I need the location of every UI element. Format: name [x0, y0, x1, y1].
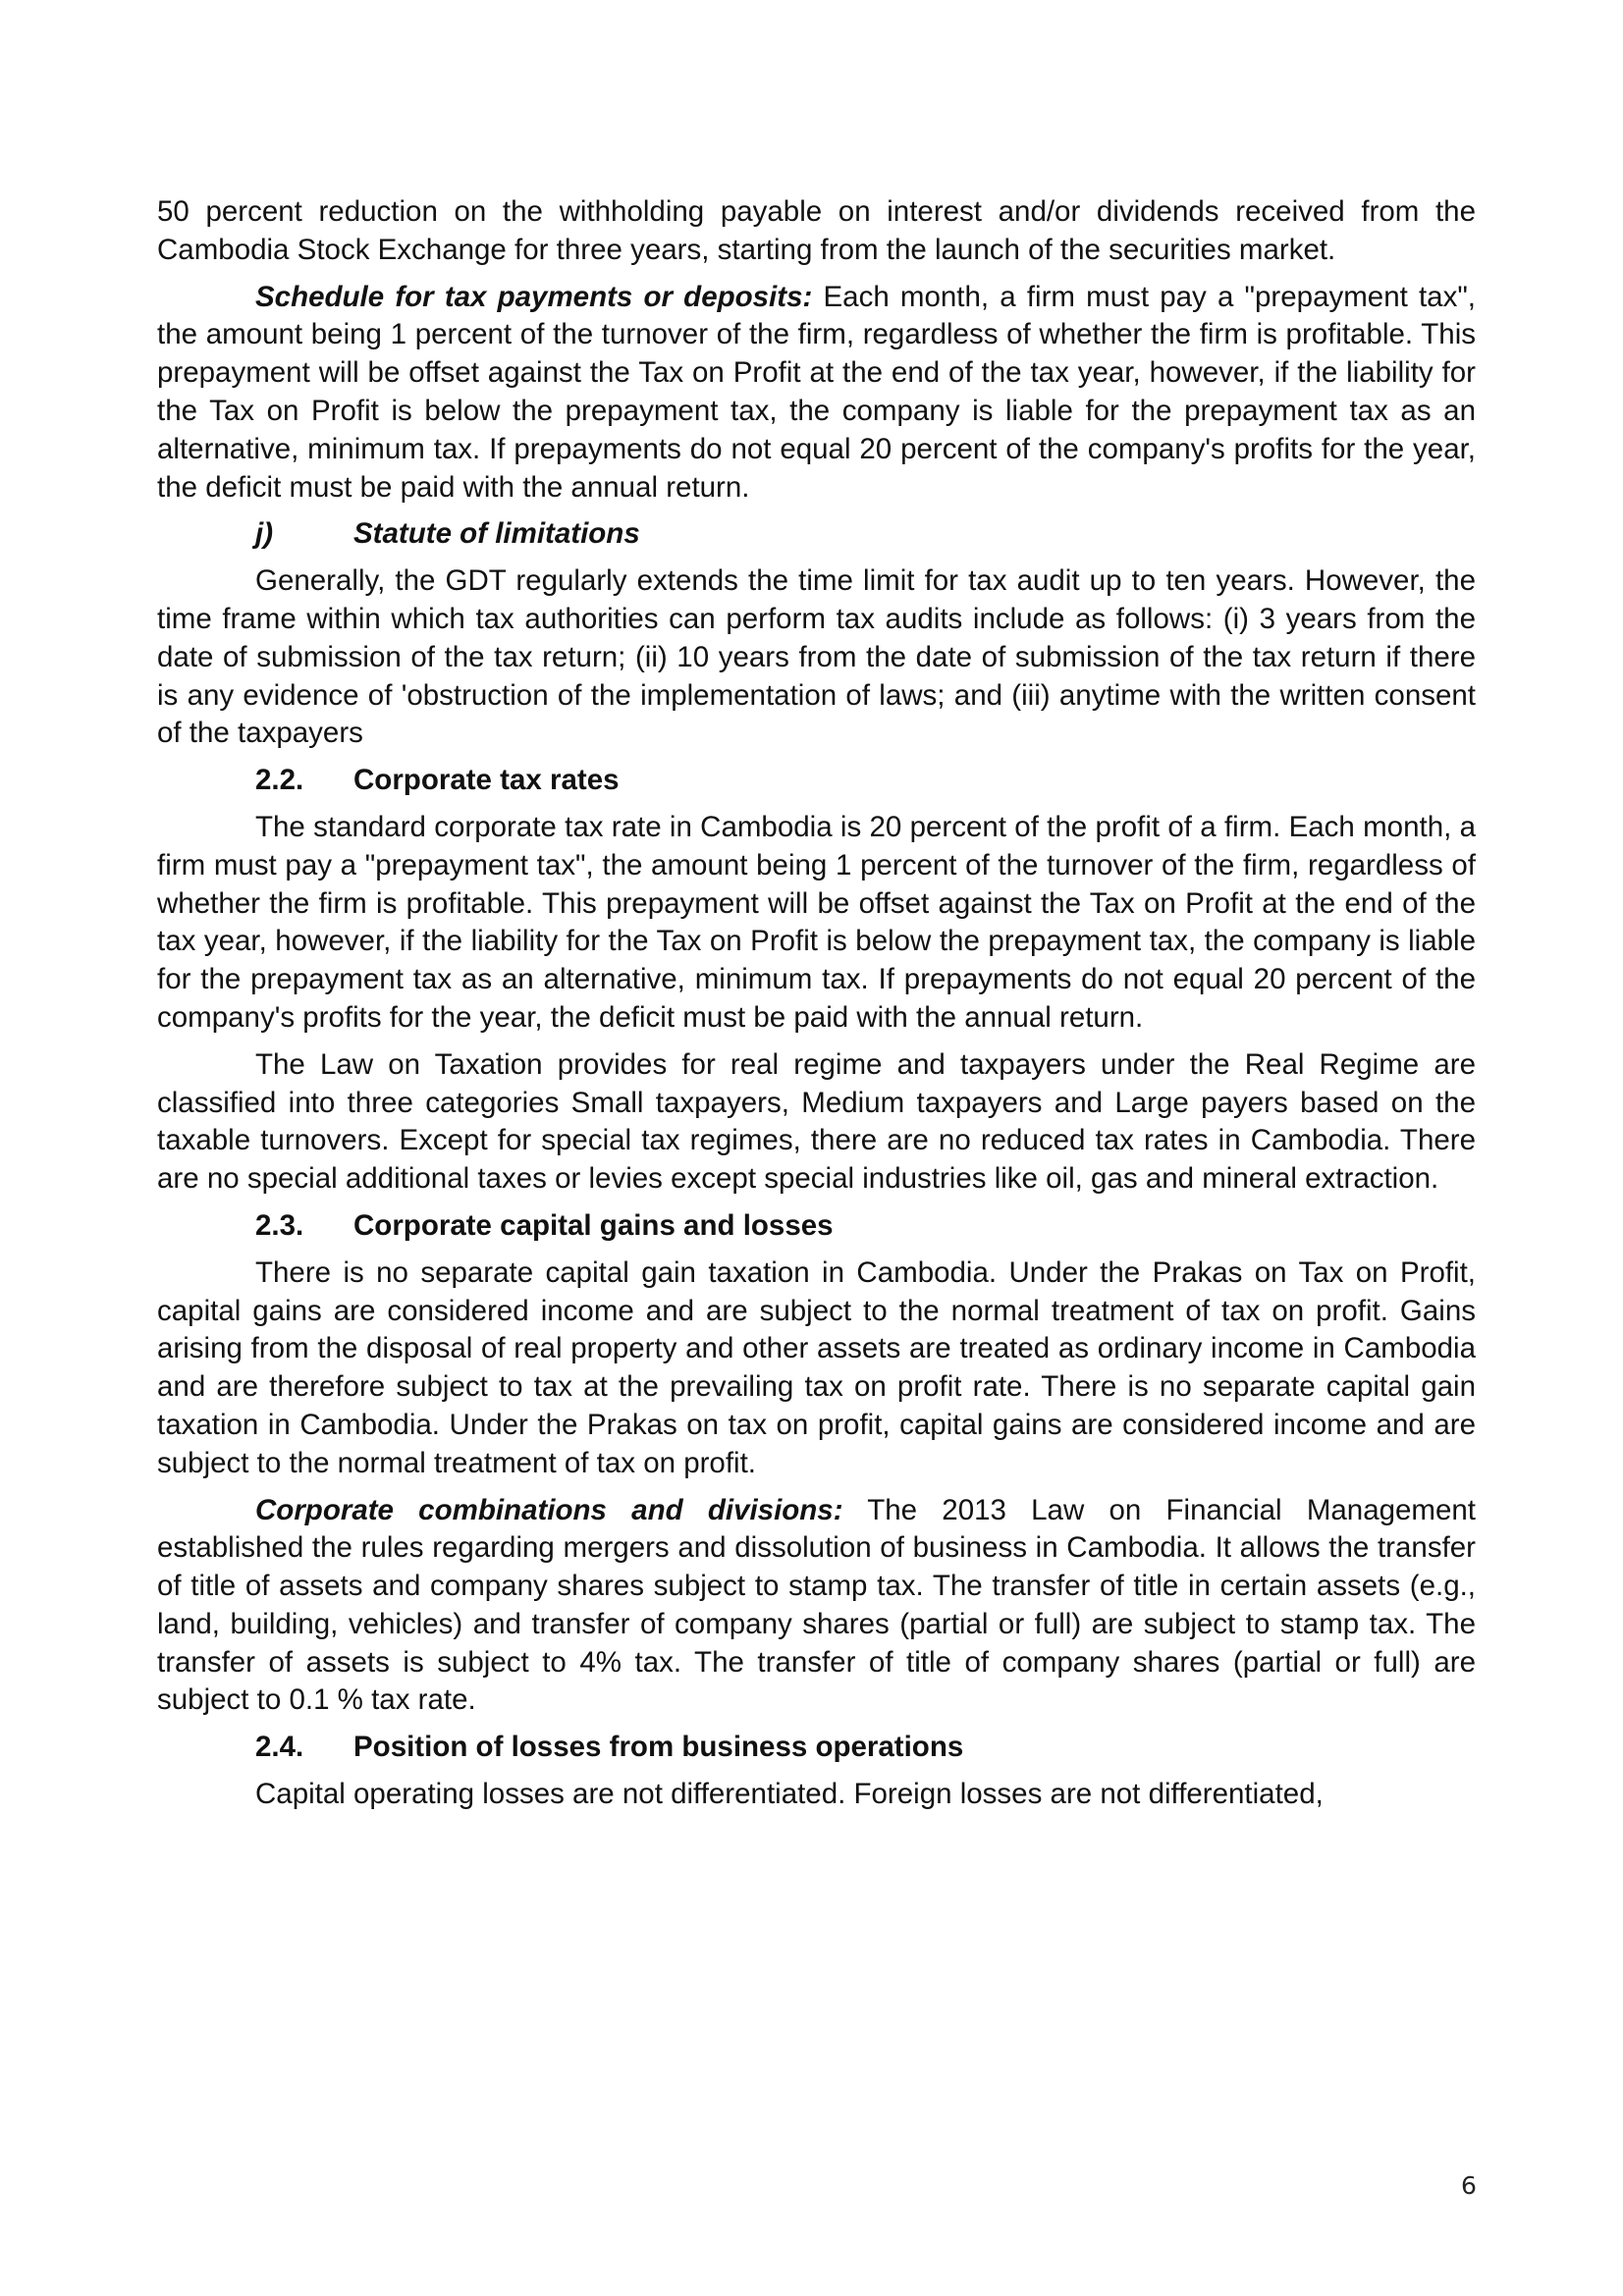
heading-number: 2.2. — [255, 764, 304, 797]
paragraph-capital-gains: There is no separate capital gain taxation in Cambodia. Under the Prakas on Tax on Profit, capital gains are considered income and are subject to the normal treatment of tax on profit. Gains arising from the disposal of real property and other assets are treated as ordinary income in Cambodia and are therefore subject to tax at the prevailing tax on profit rate. There is no separate capital gain taxation in Cambodia. Under the Prakas on tax on profit, capital gains are considered income and are subject to the normal treatment of tax on profit. — [157, 1255, 1476, 1479]
paragraph-law-on-taxation: The Law on Taxation provides for real regime and taxpayers under the Real Regime are classified into three categories Small taxpayers, Medium taxpayers and Large payers based on the taxable turnovers. Except for special tax regimes, there are no reduced tax rates in Cambodia. There are no special additional taxes or levies except special industries like oil, gas and mineral extraction. — [157, 1047, 1476, 1196]
heading-title: Corporate capital gains and losses — [353, 1208, 834, 1242]
combinations-text: The 2013 Law on Financial Management established the rules regarding mergers and dissolution of business in Cambodia. It allows the transfer of title of assets and company shares subject to stamp tax. The transfer of title in certain assets (e.g., land, building, vehicles) and transfer of company shares (partial or full) are subject to stamp tax. The transfer of assets is subject to 4% tax. The transfer of title of company shares (partial or full) are subject to 0.1 % tax rate. — [157, 1493, 1477, 1717]
run-in-heading-payment-schedule: Schedule for tax payments or deposits: — [255, 280, 813, 313]
page-number: 6 — [1461, 2171, 1477, 2200]
paragraph-withholding-reduction: 50 percent reduction on the withholding payable on interest and/or dividends received from the Cambodia Stock Exchange for three years, starting from the launch of the securities market. — [157, 195, 1476, 266]
heading-number: 2.3. — [255, 1208, 304, 1242]
paragraph-statute-of-limitations: Generally, the GDT regularly extends the time limit for tax audit up to ten years. However, the time frame within which tax authorities can perform tax audits include as follows: (i) 3 years from the date of submission of the tax return; (ii) 10 years from the date of submission of the tax return if there is any evidence of 'obstruction of the implementation of laws; and (iii) anytime with the written consent of the taxpayers — [157, 564, 1476, 750]
heading-capital-gains — [255, 1207, 1476, 1246]
paragraph-payment-schedule — [157, 279, 1476, 507]
payment-schedule-text: Each month, a firm must pay a "prepayment tax", the amount being 1 percent of the turnover of the firm, regardless of whether the firm is profitable. This prepayment will be offset against the Tax on Profit at the end of the tax year, however, if the liability for the Tax on Profit is below the prepayment tax, the company is liable for the prepayment tax as an alternative, minimum tax. If prepayments do not equal 20 percent of the company's profits for the year, the deficit must be paid with the annual return. — [157, 280, 1476, 504]
heading-title: Statute of limitations — [353, 517, 640, 551]
heading-corporate-tax-rates — [255, 762, 1476, 800]
heading-number: 2.4. — [255, 1731, 304, 1764]
heading-title: Position of losses from business operations — [353, 1731, 964, 1764]
heading-number: j) — [255, 517, 274, 551]
heading-statute-of-limitations — [255, 515, 1476, 554]
paragraph-combinations-divisions — [157, 1492, 1476, 1721]
heading-business-losses — [255, 1729, 1476, 1767]
paragraph-standard-tax-rate: The standard corporate tax rate in Cambodia is 20 percent of the profit of a firm. Each month, a firm must pay a "prepayment tax", the amount being 1 percent of the turnover of the firm, regardless of whether the firm is profitable. This prepayment will be offset against the Tax on Profit at the end of the tax year, however, if the liability for the Tax on Profit is below the prepayment tax, the company is liable for the prepayment tax as an alternative, minimum tax. If prepayments do not equal 20 percent of the company's profits for the year, the deficit must be paid with the annual return. — [157, 810, 1476, 1034]
document-page — [157, 193, 1476, 1814]
run-in-heading-combinations: Corporate combinations and divisions: — [255, 1493, 843, 1526]
paragraph-operating-losses: Capital operating losses are not differentiated. Foreign losses are not differentiated, — [255, 1778, 1324, 1811]
heading-title: Corporate tax rates — [353, 764, 620, 797]
